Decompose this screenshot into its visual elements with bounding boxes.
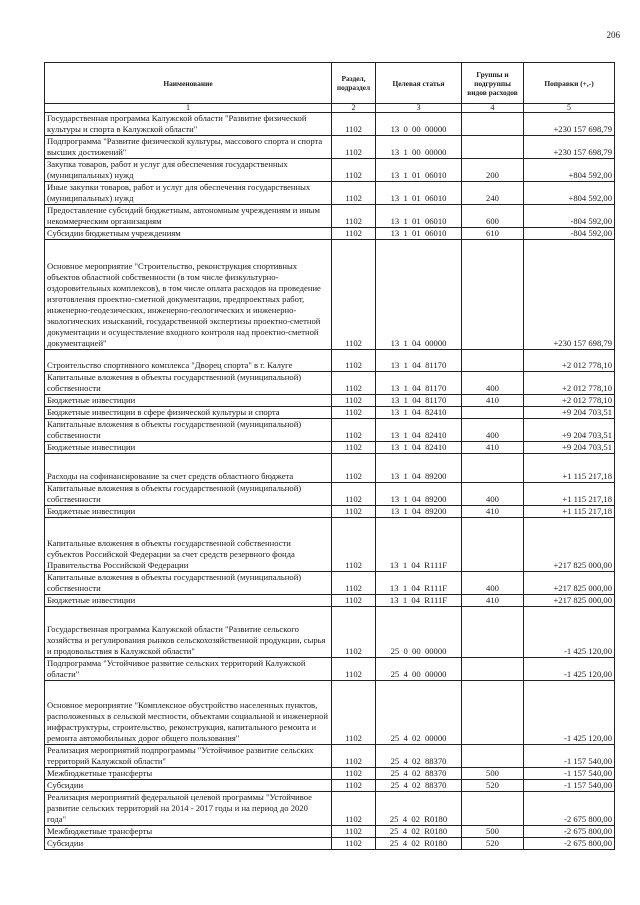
row-section: 1102 — [332, 205, 376, 228]
table-row — [45, 205, 615, 228]
table-row — [45, 182, 615, 205]
row-amount: -1 425 120,00 — [524, 681, 615, 745]
row-group — [462, 240, 524, 350]
row-group — [462, 113, 524, 136]
row-name: Бюджетные инвестиции — [45, 395, 332, 407]
row-target: 13 1 04 R111F — [376, 595, 462, 607]
row-target: 25 4 02 R0180 — [376, 838, 462, 850]
row-amount: +804 592,00 — [524, 182, 615, 205]
row-section: 1102 — [332, 159, 376, 182]
row-amount: +1 115 217,18 — [524, 454, 615, 483]
row-name: Расходы на софинансирование за счет средств областного бюджета — [45, 454, 332, 483]
row-name: Капитальные вложения в объекты государственной (муниципальной) собственности — [45, 419, 332, 442]
row-name: Капитальные вложения в объекты государственной (муниципальной) собственности — [45, 372, 332, 395]
row-section: 1102 — [332, 228, 376, 240]
row-amount: -2 675 800,00 — [524, 838, 615, 850]
row-amount: -1 425 120,00 — [524, 607, 615, 658]
row-group: 520 — [462, 838, 524, 850]
header-section: Раздел, подраздел — [332, 63, 376, 104]
row-group: 400 — [462, 372, 524, 395]
table-header-row — [45, 63, 615, 104]
row-group: 410 — [462, 395, 524, 407]
row-section: 1102 — [332, 607, 376, 658]
table-row — [45, 780, 615, 792]
row-section: 1102 — [332, 681, 376, 745]
row-name: Предоставление субсидий бюджетным, автономным учреждениям и иным некоммерческим организациям — [45, 205, 332, 228]
column-number: 3 — [376, 104, 462, 113]
row-target: 13 1 04 82410 — [376, 419, 462, 442]
row-section: 1102 — [332, 454, 376, 483]
table-row — [45, 113, 615, 136]
row-group: 400 — [462, 572, 524, 595]
row-target: 13 1 01 06010 — [376, 182, 462, 205]
table-row — [45, 595, 615, 607]
row-section: 1102 — [332, 780, 376, 792]
row-section: 1102 — [332, 419, 376, 442]
row-name: Закупка товаров, работ и услуг для обеспечения государственных (муниципальных) нужд — [45, 159, 332, 182]
table-row — [45, 395, 615, 407]
row-amount: +230 157 698,79 — [524, 240, 615, 350]
table-row — [45, 240, 615, 350]
row-group: 400 — [462, 483, 524, 506]
row-group — [462, 518, 524, 572]
row-group: 200 — [462, 159, 524, 182]
table-row — [45, 658, 615, 681]
table-row — [45, 372, 615, 395]
row-target: 25 4 02 88370 — [376, 745, 462, 768]
row-name: Иные закупки товаров, работ и услуг для обеспечения государственных (муниципальных) нужд — [45, 182, 332, 205]
row-group: 240 — [462, 182, 524, 205]
row-group — [462, 350, 524, 372]
row-amount: +2 012 778,10 — [524, 350, 615, 372]
row-amount: +2 012 778,10 — [524, 395, 615, 407]
row-section: 1102 — [332, 572, 376, 595]
header-amendments: Поправки (+,-) — [524, 63, 615, 104]
row-target: 13 1 04 89200 — [376, 506, 462, 518]
row-group: 500 — [462, 826, 524, 838]
column-number: 1 — [45, 104, 332, 113]
header-target: Целевая статья — [376, 63, 462, 104]
table-body — [45, 113, 615, 850]
column-number: 2 — [332, 104, 376, 113]
row-group: 600 — [462, 205, 524, 228]
row-name: Субсидии — [45, 838, 332, 850]
row-section: 1102 — [332, 442, 376, 454]
row-name: Государственная программа Калужской области "Развитие сельского хозяйства и регулирования рынков сельскохозяйственной продукции, сырья и продовольствия в Калужской области" — [45, 607, 332, 658]
row-amount: -1 157 540,00 — [524, 780, 615, 792]
row-target: 25 4 02 88370 — [376, 780, 462, 792]
row-target: 13 1 01 06010 — [376, 159, 462, 182]
table-row — [45, 792, 615, 826]
row-target: 13 1 00 00000 — [376, 136, 462, 159]
table-row — [45, 454, 615, 483]
row-group — [462, 607, 524, 658]
row-name: Межбюджетные трансферты — [45, 768, 332, 780]
row-name: Основное мероприятие "Комплексное обустройство населенных пунктов, расположенных в сельской местности, объектами социальной и инженерной инфраструктуры, строительство, реконструкция, капитального ремонта и ремонта автомобильных дорог общего пользования" — [45, 681, 332, 745]
row-name: Межбюджетные трансферты — [45, 826, 332, 838]
table-row — [45, 228, 615, 240]
header-groups: Группы и подгруппы видов расходов — [462, 63, 524, 104]
column-number: 5 — [524, 104, 615, 113]
row-name: Реализация мероприятий федеральной целевой программы "Устойчивое развитие сельских территорий на 2014 - 2017 годы и на период до 2020 года" — [45, 792, 332, 826]
row-target: 25 4 02 R0180 — [376, 792, 462, 826]
row-target: 13 1 01 06010 — [376, 228, 462, 240]
row-amount: -1 425 120,00 — [524, 658, 615, 681]
table-row — [45, 681, 615, 745]
row-name: Капитальные вложения в объекты государственной собственности субъектов Российской Федерации за счет средств резервного фонда Правительства Российской Федерации — [45, 518, 332, 572]
row-name: Бюджетные инвестиции — [45, 595, 332, 607]
row-amount: +217 825 000,00 — [524, 572, 615, 595]
table-row — [45, 572, 615, 595]
row-amount: +2 012 778,10 — [524, 372, 615, 395]
row-amount: +9 204 703,51 — [524, 419, 615, 442]
row-target: 13 1 04 R111F — [376, 518, 462, 572]
row-group: 410 — [462, 506, 524, 518]
table-row — [45, 407, 615, 419]
table-row — [45, 838, 615, 850]
row-section: 1102 — [332, 136, 376, 159]
row-target: 13 0 00 00000 — [376, 113, 462, 136]
row-amount: +9 204 703,51 — [524, 442, 615, 454]
row-name: Подпрограмма "Устойчивое развитие сельских территорий Калужской области" — [45, 658, 332, 681]
row-group: 520 — [462, 780, 524, 792]
row-section: 1102 — [332, 113, 376, 136]
row-amount: +230 157 698,79 — [524, 136, 615, 159]
row-section: 1102 — [332, 483, 376, 506]
header-name: Наименование — [45, 63, 332, 104]
row-section: 1102 — [332, 745, 376, 768]
table-row — [45, 506, 615, 518]
page-number: 206 — [606, 30, 620, 40]
row-target: 25 0 00 00000 — [376, 607, 462, 658]
row-target: 13 1 04 00000 — [376, 240, 462, 350]
row-target: 13 1 04 81170 — [376, 350, 462, 372]
row-group — [462, 454, 524, 483]
row-amount: -804 592,00 — [524, 205, 615, 228]
row-target: 25 4 00 00000 — [376, 658, 462, 681]
row-amount: +9 204 703,51 — [524, 407, 615, 419]
row-group — [462, 745, 524, 768]
row-section: 1102 — [332, 792, 376, 826]
row-amount: +217 825 000,00 — [524, 595, 615, 607]
table-row — [45, 483, 615, 506]
row-group — [462, 681, 524, 745]
table-row — [45, 745, 615, 768]
row-target: 13 1 04 82410 — [376, 442, 462, 454]
table-row — [45, 136, 615, 159]
row-group — [462, 658, 524, 681]
table-row — [45, 419, 615, 442]
row-target: 25 4 02 00000 — [376, 681, 462, 745]
row-section: 1102 — [332, 407, 376, 419]
row-name: Бюджетные инвестиции в сфере физической культуры и спорта — [45, 407, 332, 419]
row-amount: +804 592,00 — [524, 159, 615, 182]
row-amount: -804 592,00 — [524, 228, 615, 240]
row-group: 410 — [462, 442, 524, 454]
row-section: 1102 — [332, 350, 376, 372]
row-target: 25 4 02 R0180 — [376, 826, 462, 838]
row-name: Реализация мероприятий подпрограммы "Устойчивое развитие сельских территорий Калужской области" — [45, 745, 332, 768]
row-amount: +230 157 698,79 — [524, 113, 615, 136]
column-number-row — [45, 104, 615, 113]
row-amount: -2 675 800,00 — [524, 792, 615, 826]
row-amount: +217 825 000,00 — [524, 518, 615, 572]
row-group: 500 — [462, 768, 524, 780]
table-row — [45, 518, 615, 572]
row-target: 13 1 04 81170 — [376, 395, 462, 407]
row-amount: +1 115 217,18 — [524, 506, 615, 518]
row-section: 1102 — [332, 768, 376, 780]
table-row — [45, 768, 615, 780]
row-amount: -1 157 540,00 — [524, 768, 615, 780]
row-section: 1102 — [332, 658, 376, 681]
row-section: 1102 — [332, 826, 376, 838]
table-row — [45, 826, 615, 838]
row-target: 13 1 01 06010 — [376, 205, 462, 228]
row-amount: +1 115 217,18 — [524, 483, 615, 506]
row-name: Основное мероприятие "Строительство, реконструкция спортивных объектов областной собственности (в том числе физкультурно-оздоровительных комплексов), в том числе оплата расходов на проведение изготовления проектно-сметной документации, предпроектных работ, инженерно-геодезических, инженерно-геологических и инженерно-экологических изысканий, государственной экспертизы проектно-сметной документации и осуществление входного контроля над проектно-сметной документацией" — [45, 240, 332, 350]
row-name: Капитальные вложения в объекты государственной (муниципальной) собственности — [45, 483, 332, 506]
row-group: 610 — [462, 228, 524, 240]
row-target: 25 4 02 88370 — [376, 768, 462, 780]
table-row — [45, 442, 615, 454]
row-section: 1102 — [332, 838, 376, 850]
row-target: 13 1 04 81170 — [376, 372, 462, 395]
table-row — [45, 607, 615, 658]
row-section: 1102 — [332, 506, 376, 518]
row-group — [462, 792, 524, 826]
row-group: 410 — [462, 595, 524, 607]
budget-amendments-table — [44, 62, 615, 850]
table-row — [45, 159, 615, 182]
row-section: 1102 — [332, 595, 376, 607]
row-name: Государственная программа Калужской области "Развитие физической культуры и спорта в Калужской области" — [45, 113, 332, 136]
row-name: Капитальные вложения в объекты государственной (муниципальной) собственности — [45, 572, 332, 595]
row-group: 400 — [462, 419, 524, 442]
row-section: 1102 — [332, 182, 376, 205]
row-name: Подпрограмма "Развитие физической культуры, массового спорта и спорта высших достижений" — [45, 136, 332, 159]
table-row — [45, 350, 615, 372]
row-section: 1102 — [332, 518, 376, 572]
row-target: 13 1 04 82410 — [376, 407, 462, 419]
row-name: Строительство спортивного комплекса "Дворец спорта" в г. Калуге — [45, 350, 332, 372]
column-number: 4 — [462, 104, 524, 113]
row-amount: -1 157 540,00 — [524, 745, 615, 768]
row-section: 1102 — [332, 372, 376, 395]
row-amount: -2 675 800,00 — [524, 826, 615, 838]
row-name: Субсидии — [45, 780, 332, 792]
row-target: 13 1 04 89200 — [376, 454, 462, 483]
row-target: 13 1 04 R111F — [376, 572, 462, 595]
row-name: Бюджетные инвестиции — [45, 506, 332, 518]
row-name: Субсидии бюджетным учреждениям — [45, 228, 332, 240]
row-section: 1102 — [332, 395, 376, 407]
row-group — [462, 136, 524, 159]
row-section: 1102 — [332, 240, 376, 350]
row-group — [462, 407, 524, 419]
row-name: Бюджетные инвестиции — [45, 442, 332, 454]
row-target: 13 1 04 89200 — [376, 483, 462, 506]
